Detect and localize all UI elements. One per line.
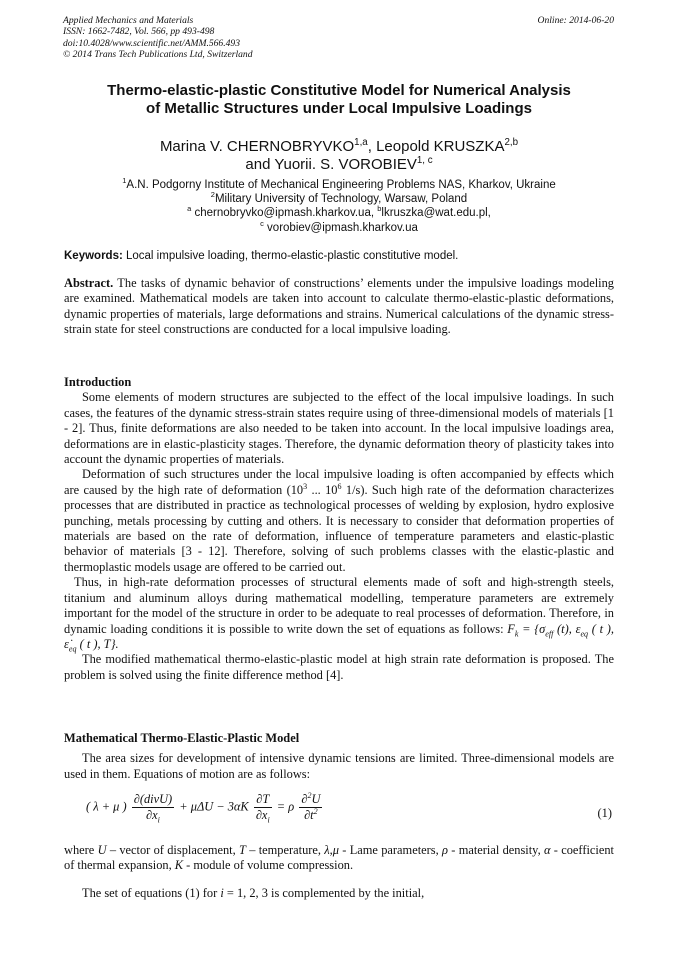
set-equations-paragraph	[64, 886, 614, 901]
eq-middle-term: + μΔU − 3αK	[179, 799, 249, 814]
emails-line-2	[40, 218, 638, 235]
eq-frac2-den	[254, 808, 272, 823]
where-U: U	[97, 843, 107, 857]
affil-1-text: A.N. Podgorny Institute of Mechanical Engineering Problems NAS, Kharkov, Ukraine	[126, 179, 556, 191]
where-T: T	[239, 843, 246, 857]
formula-F-sub: k	[514, 628, 519, 638]
online-date: Online: 2014-06-20	[537, 15, 614, 26]
email-c[interactable]: vorobiev@ipmash.kharkov.ua	[263, 221, 418, 234]
eq-frac2-den-sub: i	[267, 815, 270, 825]
email-c-mark: c	[260, 218, 264, 228]
introduction-section	[64, 375, 614, 683]
p2-exp-2: 6	[337, 481, 342, 491]
affiliation-1	[40, 178, 638, 192]
email-b[interactable]: lkruszka@wat.edu.pl,	[381, 207, 491, 220]
issn-line: ISSN: 1662-7482, Vol. 566, pp 493-498	[63, 26, 215, 38]
formula-F: F	[507, 621, 515, 636]
p2-part-c: 1/s). Such high rate of the deformation characterizes processes that are distributed in practice as technological processes of welding by explosion, hydro explosive punching, metals processing by cutting and others. It is necessary to consider that deformation properties of materials are based on the rate of deformation, influence of temperature parameters and elastic-plastic behavior of materials [3 - 12]. Therefore, solving of such problems classes with the elastic-plastic and thermoplastic models usage are offered to be carried out.	[64, 482, 614, 574]
set-eq-c: is complemented by the initial,	[267, 886, 425, 900]
where-t5: - material density,	[447, 843, 544, 857]
email-a-mark: a	[187, 204, 192, 214]
equation-1	[64, 792, 614, 836]
author-3: and Yuorii. S. VOROBIEV	[245, 156, 417, 173]
formula-part-2: (t), ε	[553, 621, 581, 636]
title-line-2: of Metallic Structures under Local Impulsive Loadings	[146, 100, 532, 117]
abstract-text: The tasks of dynamic behavior of constructions’ elements under the impulsive loadings modeling are examined. Mathematical models are taken into account to calculate thermo-elastic-plastic deformations, dynamic properties of materials, large deformations and strains. Numerical calculations of the dynamic stress-strain state for steel constructions are conducted for a local impulsive loading.	[64, 276, 614, 337]
formula-sub-eq-2: eq	[68, 644, 77, 654]
formula-part-1: = {σ	[518, 621, 546, 636]
eq-frac1-den-text: ∂x	[146, 808, 158, 822]
p3-text: Thus, in high-rate deformation processes of structural elements made of soft and high-strength steels, titanium and aluminum alloys during mathematical modelling, temperature parameters are extremely important for the model of the structure in order to be adequate to real processes of deformation. Therefore, in dynamic loading conditions it is possible to write down the set of equations as follows:	[64, 575, 614, 636]
author-list	[40, 138, 638, 174]
eq-fraction-1	[132, 792, 174, 823]
where-paragraph	[64, 843, 614, 874]
formula-part-3: ( t ), ε̇	[64, 621, 615, 651]
eq-frac2-den-text: ∂x	[255, 808, 268, 822]
math-model-section	[64, 731, 614, 782]
where-alpha: α	[543, 843, 551, 857]
copyright-line: © 2014 Trans Tech Publications Ltd, Switzerland	[63, 48, 253, 60]
where-t3: – temperature,	[245, 843, 325, 857]
eq-fraction-3	[299, 792, 322, 823]
keywords	[64, 249, 624, 263]
eq-rho-term: = ρ	[276, 799, 295, 814]
author-3-affil: 1, c	[416, 155, 433, 166]
math-model-heading: Mathematical Thermo-Elastic-Plastic Model	[64, 731, 300, 745]
eq-frac3-num-rest: U	[311, 792, 321, 806]
set-eq-i: i	[220, 886, 224, 900]
eq-frac3-num-sup: 2	[307, 790, 312, 800]
authors-line-1	[40, 138, 638, 156]
where-rho: ρ	[442, 843, 448, 857]
emails-line-1	[40, 206, 638, 220]
math-model-paragraph-1: The area sizes for development of intensive dynamic tensions are limited. Three-dimensional models are used in them. Equations of motion are as follows:	[64, 751, 614, 781]
eq-frac1-num: ∂(divU)	[133, 792, 173, 806]
set-equations-text	[64, 886, 614, 901]
journal-name: Applied Mechanics and Materials	[63, 15, 194, 26]
affil-2-text: Military University of Technology, Warsaw, Poland	[214, 193, 468, 206]
eq-frac3-den-sup: 2	[313, 806, 318, 816]
formula-sub-eq-1: eq	[580, 628, 589, 638]
where-t7: - module of volume compression.	[183, 858, 354, 873]
abstract-label: Abstract.	[64, 276, 114, 290]
where-t6: - coefficient of thermal expansion,	[64, 843, 614, 873]
where-t4: - Lame parameters,	[338, 843, 442, 857]
eq-frac1-den-sub: i	[157, 815, 160, 825]
author-1-affil: 1,a	[354, 137, 368, 148]
where-t1: where	[64, 843, 98, 857]
affil-2-mark: 2	[210, 190, 215, 200]
author-1: Marina V. CHERNOBRYVKO	[159, 138, 355, 155]
intro-paragraph-2	[64, 467, 614, 575]
keywords-label: Keywords:	[64, 250, 123, 262]
eq-left-term: ( λ + μ )	[86, 799, 127, 814]
where-t2: – vector of displacement,	[106, 843, 240, 857]
author-2: , Leopold KRUSZKA	[367, 138, 505, 155]
eq-frac2-num: ∂T	[254, 792, 272, 808]
introduction-heading: Introduction	[64, 375, 132, 389]
eq-frac3-den-text: ∂t	[304, 808, 314, 822]
eq-fraction-2	[254, 792, 272, 823]
intro-paragraph-1: Some elements of modern structures are subjected to the effect of the local impulsive loadings. In such cases, the features of the dynamic stress-strain states require using of three-dimensional models of materials [1 - 2]. Thus, finite deformations are also needed to be taken into account. In the local impulsive loadings area, deformations are in elastic-plasticity stages. Therefore, the dynamic deformation theory of plasticity takes into account the dynamic properties of materials.	[64, 390, 614, 467]
intro-paragraph-3	[64, 575, 614, 652]
eq-frac3-num-text: ∂	[301, 792, 308, 806]
email-a[interactable]: chernobryvko@ipmash.kharkov.ua,	[191, 207, 378, 220]
where-text	[64, 843, 614, 874]
formula-sub-eff: eff	[545, 628, 554, 638]
intro-paragraph-4: The modified mathematical thermo-elastic-plastic model at high strain rate deformation is proposed. The problem is solved using the finite difference method [4].	[64, 652, 614, 682]
title-line-1: Thermo-elastic-plastic Constitutive Model for Numerical Analysis	[107, 82, 571, 99]
p2-part-a: Deformation of such structures under the local impulsive loading is often accompanied by effects which are caused by the high rate of deformation (10	[64, 467, 614, 497]
affiliation-2	[40, 192, 638, 206]
email-b-mark: b	[377, 204, 382, 214]
where-lambda-mu: λ,μ	[324, 843, 339, 857]
keywords-text: Local impulsive loading, thermo-elastic-plastic constitutive model.	[122, 250, 459, 262]
eq-frac1-den	[132, 808, 174, 823]
eq-frac3-den	[299, 808, 322, 823]
equation-1-body	[86, 792, 324, 823]
eq-frac3-num	[299, 792, 322, 808]
author-2-affil: 2,b	[504, 137, 519, 148]
p2-part-b: ... 10	[307, 482, 338, 497]
set-eq-b: = 1, 2, 3	[223, 886, 268, 900]
p2-exp-1: 3	[303, 481, 308, 491]
set-eq-a: The set of equations (1) for	[82, 886, 221, 900]
affiliations	[40, 178, 638, 235]
affil-1-mark: 1	[122, 176, 127, 186]
journal-header	[63, 15, 253, 60]
abstract	[64, 276, 614, 338]
authors-line-2	[40, 156, 638, 174]
paper-title	[40, 82, 638, 118]
where-K: K	[174, 858, 184, 873]
equation-1-number: (1)	[597, 806, 612, 820]
doi-line: doi:10.4028/www.scientific.net/AMM.566.493	[63, 37, 241, 49]
formula-part-4: ( t ), T}.	[76, 636, 119, 651]
